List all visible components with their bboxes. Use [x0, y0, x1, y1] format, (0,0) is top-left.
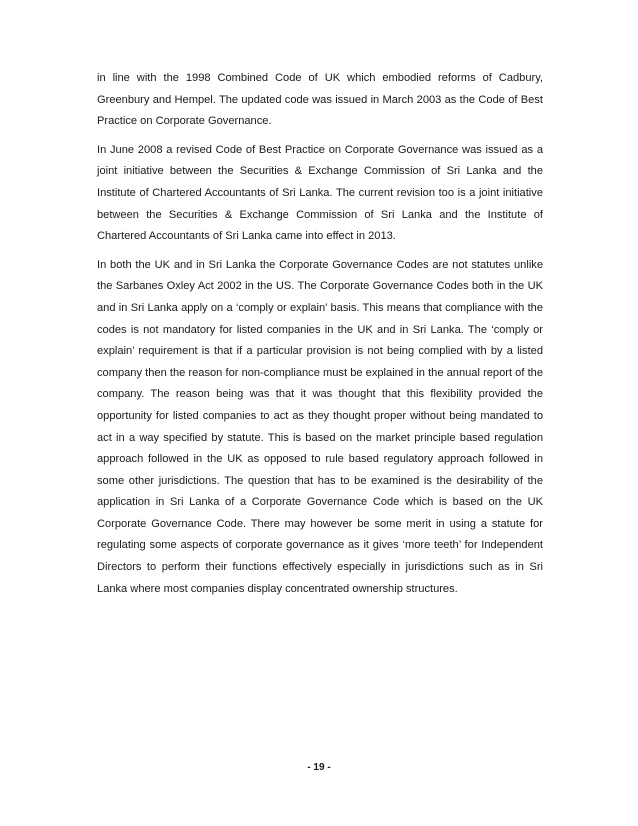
body-text	[97, 68, 543, 607]
page-number: - 19 -	[307, 762, 331, 773]
paragraph-june-2008: In June 2008 a revised Code of Best Practice on Corporate Governance was issued as a joint initiative between the Securities & Exchange Commission of Sri Lanka and the Institute of Chartered Accountants of Sri Lanka. The current revision too is a joint initiative between the Securities & Exchange Commission of Sri Lanka and the Institute of Chartered Accountants of Sri Lanka came into effect in 2013.	[97, 143, 543, 243]
paragraph-uk-sri-lanka-codes: In both the UK and in Sri Lanka the Corporate Governance Codes are not statutes unlike the Sarbanes Oxley Act 2002 in the US. The Corporate Governance Codes both in the UK and in Sri Lanka apply on a ‘comply or explain’ basis. This means that compliance with the codes is not mandatory for listed companies in the UK and in Sri Lanka. The ‘comply or explain’ requirement is that if a particular provision is not being complied with by a listed company then the reason for non-compliance must be explained in the annual report of the company. The reason being was that it was thought that this flexibility provided the opportunity for listed companies to act as they thought proper without being mandated to act in a way specified by statute. This is based on the market principle based regulation approach followed in the UK as opposed to rule based regulatory approach followed in some other jurisdictions. The question that has to be examined is the desirability of the application in Sri Lanka of a Corporate Governance Code which is based on the UK Corporate Governance Code. There may however be some merit in using a statute for regulating some aspects of corporate governance as it gives ‘more teeth’ for Independent Directors to perform their functions effectively especially in jurisdictions such as in Sri Lanka where most companies display concentrated ownership structures.	[97, 258, 543, 595]
paragraph-continuation: in line with the 1998 Combined Code of UK which embodied reforms of Cadbury, Greenbury and Hempel. The updated code was issued in March 2003 as the Code of Best Practice on Corporate Governance.	[97, 72, 543, 128]
